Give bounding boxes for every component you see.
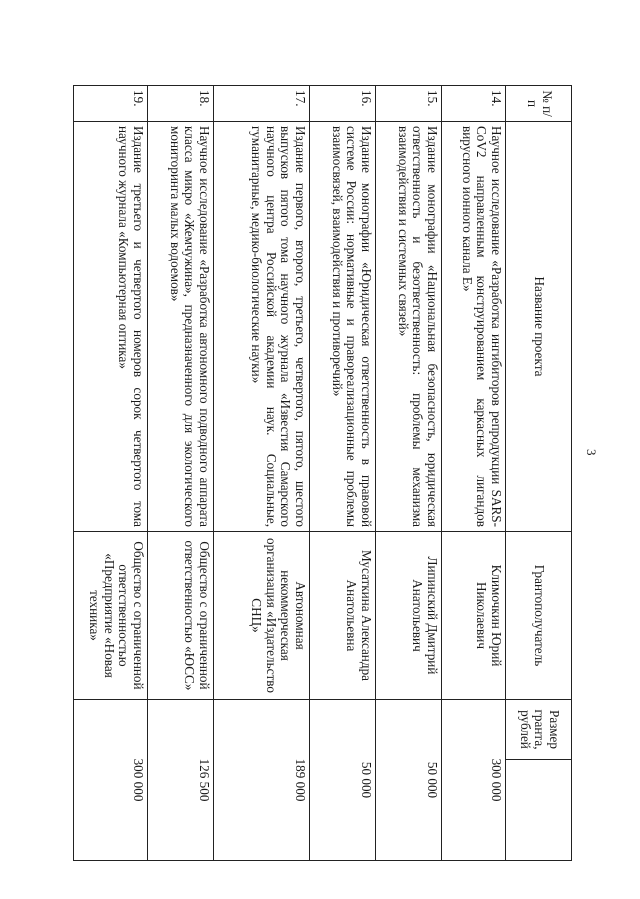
grantee: Липинский Дмитрий Анатольевич — [376, 532, 442, 700]
row-number: 19. — [74, 86, 148, 122]
row-number: 14. — [442, 86, 506, 122]
table-row — [148, 86, 214, 861]
row-number: 16. — [310, 86, 376, 122]
grant-amount: 50 000 — [376, 700, 442, 861]
grantee: Климочкин Юрий Николаевич — [442, 532, 506, 700]
header-num: № п/п — [506, 86, 572, 122]
grantee: Автономная некоммерческая организация «Издательство СНЦ» — [214, 532, 310, 700]
header-grant-size: Размер гранта, рублей — [506, 700, 572, 760]
page-number: 3 — [584, 449, 599, 456]
row-number: 15. — [376, 86, 442, 122]
project-name: Издание монографии «Юридическая ответственность в правовой системе России: нормативные и правореализационные проблемы взаимосвязей, взаимодействия и противоречий» — [310, 122, 376, 532]
grantee: Общество с ограниченной ответственностью «Предприятие «Новая техника» — [74, 532, 148, 700]
table-row — [376, 86, 442, 861]
header-amount-blank — [506, 760, 572, 861]
table-header-row — [506, 86, 572, 861]
grants-table — [73, 85, 572, 861]
grant-amount: 126 500 — [148, 700, 214, 861]
row-number: 17. — [214, 86, 310, 122]
header-project-name: Название проекта — [506, 122, 572, 532]
project-name: Научное исследование «Разработка автономного подводного аппарата класса микро «Жемчужина», предназначенного для экологического мониторинга малых водоемов» — [148, 122, 214, 532]
grant-amount: 50 000 — [310, 700, 376, 861]
project-name: Научное исследование «Разработка ингибиторов репродукции SARS-CoV2 направленным конструированием каркасных лигандов вирусного ионного канала E» — [442, 122, 506, 532]
grantee: Мусаткина Александра Анатольевна — [310, 532, 376, 700]
header-grantee: Грантополучатель — [506, 532, 572, 700]
table-row — [442, 86, 506, 861]
grant-amount: 189 000 — [214, 700, 310, 861]
grant-amount: 300 000 — [442, 700, 506, 861]
table-row — [214, 86, 310, 861]
project-name: Издание третьего и четвертого номеров сорок четвертого тома научного журнала «Компьютерная оптика» — [74, 122, 148, 532]
grant-amount: 300 000 — [74, 700, 148, 861]
table-row — [74, 86, 148, 861]
grantee: Общество с ограниченной ответственностью «ЮСС» — [148, 532, 214, 700]
table-row — [310, 86, 376, 861]
project-name: Издание первого, второго, третьего, четвертого, пятого, шестого выпусков пятого тома научного журнала «Известия Самарского научного центра Российской академии наук. Социальные, гуманитарные, медико-биологические науки» — [214, 122, 310, 532]
project-name: Издание монографии «Национальная безопасность, юридическая ответственность и безответственность: проблемы механизма взаимодействия и системных связей» — [376, 122, 442, 532]
row-number: 18. — [148, 86, 214, 122]
